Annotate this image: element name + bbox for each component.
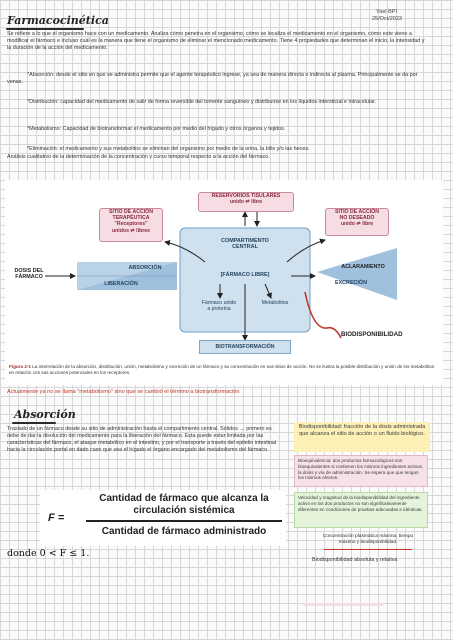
biodisponibilidad-absoluta-relativa: Biodisponibilidad absoluta y relativa: [312, 557, 398, 563]
pharmacokinetics-figure: [5, 180, 443, 385]
liberacion-label: LIBERACIÓN: [104, 281, 138, 287]
absorcion-title-underline: [12, 422, 56, 424]
metabolismo-definition: *Metabolismo: Capacidad de biotransformar el medicamento por medio del hígado y otros órganos y tejidos.: [27, 126, 286, 132]
biodisponibilidad-label: BIODISPONIBILIDAD: [341, 331, 403, 338]
absorcion-label: ABSORCIÓN: [128, 265, 162, 271]
date-label: 25/Oct/2023: [372, 16, 402, 22]
excrecion-label: EXCRECIÓN: [334, 280, 368, 286]
reservorios-tisulares-box: RESERVORIOS TISULARES unido ⇌ libre: [198, 192, 294, 212]
intro-paragraph: Se refiere a lo que el organismo hace con un medicamento. Analiza cómo penetra en el organismo, cómo se localiza el medicamento en el organismo, cómo este viene a modificar el fármaco e incluso cuál es la manera que tiene el organismo de eliminar el mencionado medicamento. Tiene 4 propiedades que determinan el inicio, la intensidad y la duración de la acción del medicamento.: [7, 31, 425, 51]
metabolitos-label: Metabolitos: [261, 300, 289, 306]
bioequivalencia-note: Bioequivalencia: dos productos farmacológicos son bioequivalentes si contienen los mismos ingredientes activos, la dosis y vía de administración. Se espera que que tengan los mismos efectos.: [294, 455, 428, 487]
formula-numerator: Cantidad de fármaco que alcanza la circulación sistémica: [99, 493, 269, 516]
figure-caption: [9, 364, 439, 376]
concentracion-underline: [324, 549, 412, 550]
caption-text: La interrelación de la absorción, distribución, unión, metabolismo y excreción de un fármaco y su concentración en sus sitios de acción. No se ilustra la posible distribución y unión de los metabolitos en relación con sus acciones potenciales en los receptores.: [9, 364, 435, 375]
absorcion-section-title: Absorción: [14, 408, 76, 421]
fraction-line: [86, 520, 282, 522]
analisis-line: Análisis cualitativo de la determinación de la concentración y curso temporal respecto a la acción del fármaco.: [7, 154, 270, 160]
caption-figure-number: Figura 2-1: [9, 364, 31, 369]
eliminacion-definition: *Eliminación: el medicamento y sus metabolitos se eliminan del organismo por medio de la orina, la bilis y/o las heces.: [27, 146, 310, 152]
concentracion-note: Concentración plasmática máxima, tiempo máximo y biodisponibilidad.: [322, 534, 414, 545]
decorative-bar: [303, 603, 383, 606]
formula-denominator: Cantidad de fármaco administrado: [101, 526, 267, 537]
compartimento-central-label: COMPARTIMENTO CENTRAL: [221, 238, 269, 251]
formula-condition: donde 0 < F ≤ 1.: [7, 548, 90, 559]
page-title: Farmacocinética: [7, 14, 109, 27]
absorcion-definition: *Absorción: desde el sitio en que se administra permite que el agente terapéutico ingrese, ya sea de manera directa o indirecta al plasma. Principalmente se da por venas.: [7, 72, 418, 85]
sitio-accion-terapeutica-box: SITIO DE ACCIÓN TERAPÉUTICA "Receptores" unidos ⇌ libres: [99, 208, 163, 242]
formula-f: F =: [48, 512, 65, 524]
aclaramiento-label: ACLARAMIENTO: [341, 264, 385, 270]
dosis-farmaco-label: DOSIS DEL FÁRMACO: [14, 268, 44, 281]
author-label: Yael BPI: [376, 9, 397, 15]
biodisponibilidad-note: Biodisponibilidad: fracción de la dosis administrada que alcanza el sitio de acción o un fluido biológico.: [294, 422, 430, 452]
biotransformacion-note: Actualmente ya no se llama "metabolismo" sino que se cambió el término a biotransformación: [7, 389, 240, 395]
sitio-accion-no-deseado-box: SITIO DE ACCIÓN NO DESEADO unido ⇌ libre: [325, 208, 389, 236]
biotransformacion-box: BIOTRANSFORMACIÓN: [199, 340, 291, 354]
absorcion-body: Traslado de un fármaco desde su sitio de administración hasta el compartimento central. Sólidos → primero es debe de dar la disolución del medicamento para la liberación del fármaco. Esta puede estar limitada por las características del fármaco, el ataque metabólico en el intestino, y por el transporte a través del epitelio intestinal hacia la circulación portal en dado caso que sea el hígado el órgano encargado del metabolismo del fármaco.: [7, 426, 277, 453]
farmaco-libre-label: [FÁRMACO LIBRE]: [220, 272, 270, 278]
excretion-wedge: [317, 248, 397, 300]
distribucion-definition: *Distribución: capacidad del medicamento de salir de forma reversible del torrente sanguíneo y distribuirse en los líquidos intersticial e intracelular.: [27, 99, 377, 105]
velocidad-magnitud-note: Velocidad y magnitud de la biodisponibilidad del ingrediente activo en los dos productos no son significativamente diferentes en condiciones de pruebas adecuadas e idénticas.: [294, 492, 428, 528]
title-underline: [6, 28, 84, 30]
farmaco-unido-label: Fármaco unido a proteína: [201, 300, 237, 313]
bioavailability-formula: [40, 490, 286, 546]
